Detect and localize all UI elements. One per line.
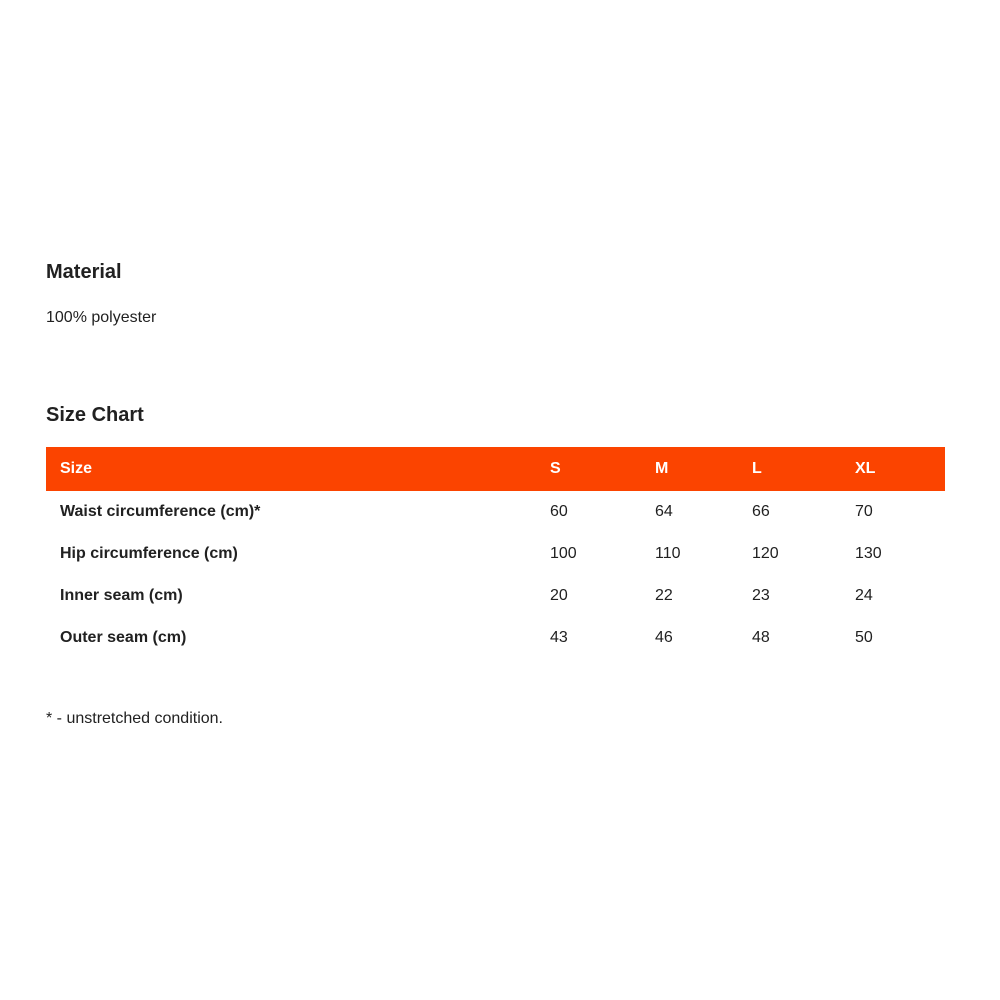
cell-value: 70 bbox=[855, 503, 873, 520]
cell-value: 48 bbox=[752, 629, 770, 646]
cell-value: 100 bbox=[550, 545, 577, 562]
size-chart-section bbox=[46, 403, 945, 729]
row-label: Hip circumference (cm) bbox=[60, 545, 238, 562]
cell-value: 20 bbox=[550, 587, 568, 604]
column-header-s: S bbox=[550, 447, 655, 491]
cell-value: 66 bbox=[752, 503, 770, 520]
cell-value: 46 bbox=[655, 629, 673, 646]
cell-value: 60 bbox=[550, 503, 568, 520]
cell-value: 64 bbox=[655, 503, 673, 520]
cell-value: 23 bbox=[752, 587, 770, 604]
row-label: Outer seam (cm) bbox=[60, 629, 187, 646]
product-details-content bbox=[46, 260, 945, 729]
cell-value: 130 bbox=[855, 545, 882, 562]
material-value: 100% polyester bbox=[46, 309, 157, 326]
table-row bbox=[46, 575, 945, 617]
row-label: Inner seam (cm) bbox=[60, 587, 183, 604]
cell-value: 24 bbox=[855, 587, 873, 604]
size-chart-table bbox=[46, 447, 945, 659]
material-heading: Material bbox=[46, 261, 122, 283]
column-header-l: L bbox=[752, 447, 855, 491]
table-row bbox=[46, 617, 945, 659]
cell-value: 120 bbox=[752, 545, 779, 562]
cell-value: 22 bbox=[655, 587, 673, 604]
row-label: Waist circumference (cm)* bbox=[60, 503, 261, 520]
size-chart-footnote: * - unstretched condition. bbox=[46, 710, 223, 727]
table-row bbox=[46, 533, 945, 575]
column-header-size: Size bbox=[46, 447, 550, 491]
table-header-row bbox=[46, 447, 945, 491]
table-row bbox=[46, 491, 945, 533]
column-header-xl: XL bbox=[855, 447, 945, 491]
size-chart-heading: Size Chart bbox=[46, 404, 144, 426]
material-section bbox=[46, 260, 945, 328]
cell-value: 43 bbox=[550, 629, 568, 646]
column-header-m: M bbox=[655, 447, 752, 491]
cell-value: 110 bbox=[655, 545, 681, 562]
cell-value: 50 bbox=[855, 629, 873, 646]
